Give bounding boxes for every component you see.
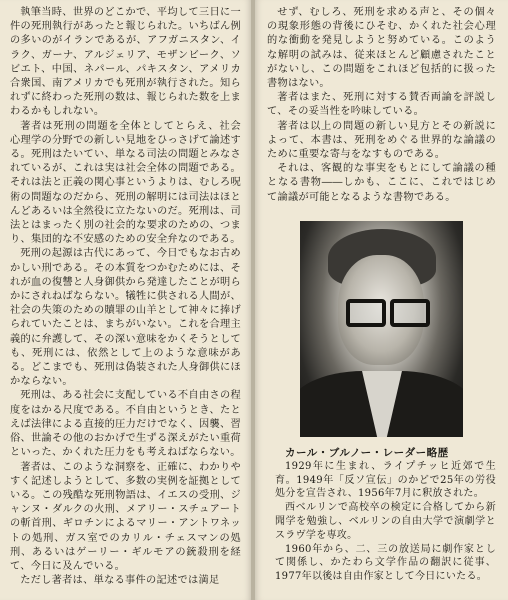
right-paragraph: せず、むしろ、死刑を求める声と、その個々の現象形態の背後にひそむ、かくれた社会心理的な衝動を発見しようと努めている。このような解明の試みは、従来ほとんど顧慮されたことがないし、この問題をこれほど包括的に扱った書物はない。 <box>267 7 496 90</box>
left-paragraph: ただし著者は、単なる事件の記述では満足 <box>20 575 220 587</box>
right-paragraph: 著者は以上の問題の新しい見方とその新説によって、本書は、死刑をめぐる世界的な論議のために重要な寄与をなすものである。 <box>267 120 496 161</box>
left-paragraph: 著者は、このような洞察を、正確に、わかりやすく記述しようとして、多数の実例を証拠としている。この残酷な死刑物語は、イエスの受刑、ジャンヌ・ダルクの火刑、メアリー・スチュアートの斬首刑、ギロチンによるマリー・アントワネットの処刑、ガス室でのカリル・チェスマンの処刑、あるいはゲーリー・ギルモアの銃殺刑を経て、今日に及んでいる。 <box>10 461 241 572</box>
left-page-text <box>10 6 241 588</box>
right-page-text <box>267 6 496 205</box>
left-paragraph: 執筆当時、世界のどこかで、平均して三日に一件の死刑執行があったと報じられた。いちばん例の多いのがイランであるが、アフガニスタン、イラク、ガーナ、アルジェリア、モザンビーク、ソビエト、中国、ネパール、パキスタン、アメリカ合衆国、南アメリカでも死刑が執行された。知られずに終わった死刑の数は、報じられた数を上まわるかもしれない。 <box>10 7 241 118</box>
right-page <box>255 0 508 600</box>
right-paragraph: それは、客観的な事実をもとにして論議の種となる書物――しかも、ここに、これではじめて論議が可能となるような書物である。 <box>267 163 496 203</box>
photo-glasses-left <box>346 299 386 327</box>
bio-paragraph: 1960年から、二、三の放送局に劇作家として関係し、かたわら文学作品の翻訳に従事、1977年以後は自由作家として今日にいたる。 <box>275 543 496 583</box>
bio-heading: カール・ブルノー・レーダー略歴 <box>285 446 449 459</box>
left-paragraph: 死刑は、ある社会に支配している不自由さの程度をはかる尺度である。不自由というとき、たとえば法律による直接的圧力だけでなく、因襲、習俗、世論その他のおかげで生ずる深えがたい重荷といった、かくれた圧力をも考えねばならない。 <box>10 390 241 459</box>
photo-glasses-right <box>390 299 430 327</box>
bio-paragraph: 1929年に生まれ、ライプチッヒ近郊で生育。1949年「反ソ宣伝」のかどで25年の労役処分を宣告され、1956年7月に釈放された。 <box>275 460 496 500</box>
left-paragraph: 死刑の起源は古代にあって、今日でもなお古めかしい刑である。その本質をつかむためには、それが血の復讐と人身御供から発達したことが明らかにされねばならない。犠牲に供される人間が、社会の失策のための贖罪の山羊として神々に捧げられていたことは、まちがいない。これを合理主義的に弁護して、その深い意味をかくそうとしても、死刑には、依然として上のような意味がある。どこまでも、死刑は偽装された人身御供にほかならない。 <box>10 248 241 388</box>
bio-text <box>275 460 496 584</box>
left-paragraph: 著者は死刑の問題を全体としてとらえ、社会心理学の分野での新しい見地をひっさげて論述する。死刑はたいてい、単なる司法の問題とみなされているが、これは実は社会全体の問題である。それは法と正義の関心事というよりは、むしろ呪術の問題なのだから、死刑の解明には司法はほとんどあるいは全然役に立たないのだ。死刑は、司法とはまったく別の社会的な要求のための、つまり、集団的な不安感のための安全弁なのである。 <box>10 120 241 246</box>
right-paragraph: 著者はまた、死刑に対する賛否両論を評説して、その妥当性を吟味している。 <box>267 92 496 118</box>
author-photo <box>300 221 463 437</box>
left-page <box>0 0 251 600</box>
bio-paragraph: 西ベルリンで高校卒の検定に合格してから新聞学を勉強し、ベルリンの自由大学で演劇学とスラヴ学を専攻。 <box>275 502 496 541</box>
